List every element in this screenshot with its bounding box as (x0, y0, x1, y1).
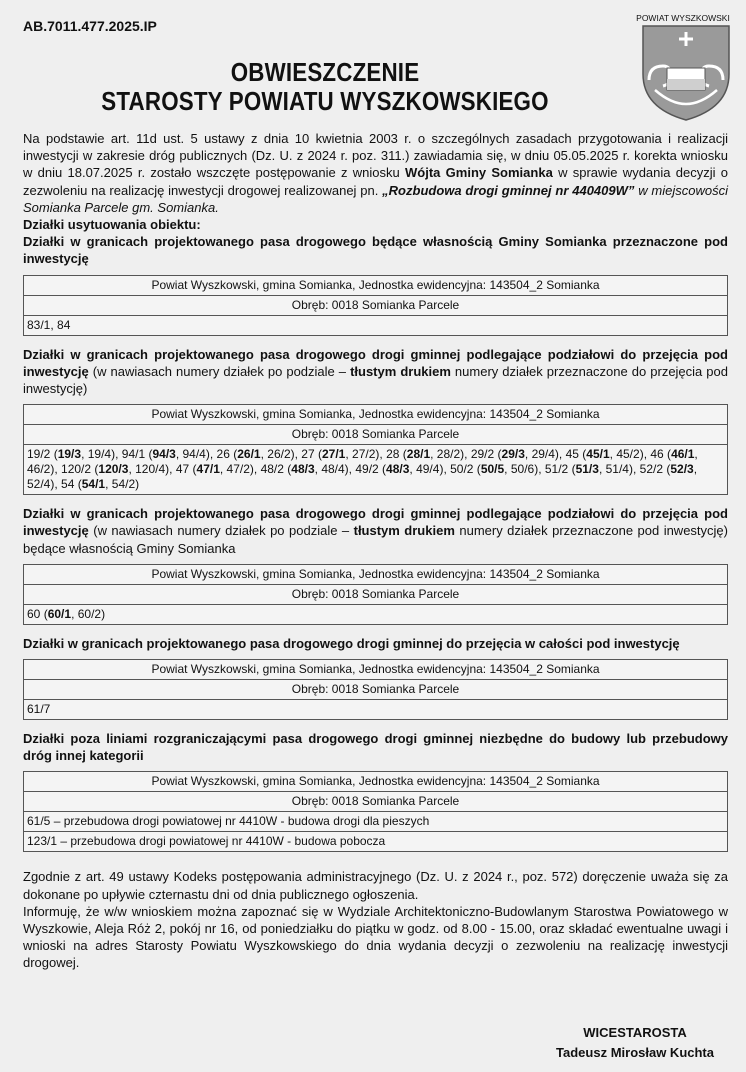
plot-selected: 47/1 (196, 462, 220, 477)
plot-selected: 28/1 (406, 447, 431, 462)
section1-heading: Działki w granicach projektowanego pasa drogowego będące własnością Gminy Somianka przeznaczone pod inwestycję (23, 234, 728, 267)
closing-paragraph-1: Zgodnie z art. 49 ustawy Kodeks postępowania administracyjnego (Dz. U. z 2024 r., poz. 572) doręczenie uważa się za dokonane po upływie czternastu dni od dnia publicznego ogłoszenia. (23, 869, 728, 902)
plot-other: 50/6 (510, 462, 535, 477)
title-line-2: STAROSTY POWIATU WYSZKOWSKIEGO (101, 86, 549, 116)
table-row: 61/5 – przebudowa drogi powiatowej nr 4410W - budowa drogi dla pieszych (24, 812, 728, 832)
plot-base: 60 (27, 606, 41, 621)
plot-other: 48/4 (321, 462, 345, 477)
plot-base: 45 (565, 447, 579, 462)
reference-number: AB.7011.477.2025.IP (23, 18, 157, 34)
project-location: w miejscowości Somianka Parcele gm. Somianka. (23, 182, 728, 215)
heading-text: (w nawiasach numery działek po podziale – (88, 523, 354, 539)
plot-selected: 120/3 (98, 462, 129, 477)
plot-entry: 49/2 (48/3, 49/4) (355, 462, 444, 477)
section3-table (23, 564, 728, 625)
plot-selected: 19/3 (57, 447, 82, 462)
plot-entry: 51/2 (51/3, 51/4) (544, 462, 633, 477)
plot-selected: 45/1 (586, 447, 610, 462)
plot-entry: 26 (26/1, 26/2) (216, 447, 295, 462)
section2-heading (23, 346, 728, 398)
plot-selected: 94/3 (152, 447, 176, 462)
plots-heading: Działki usytuowania obiektu: (23, 217, 201, 233)
table-subheader: Obręb: 0018 Somianka Parcele (24, 792, 728, 812)
section1-table (23, 275, 728, 336)
plot-other: 45/2 (616, 447, 640, 462)
intro-text: Na podstawie art. 11d ust. 5 ustawy z dnia 10 kwietnia 2003 r. o szczególnych zasadach przygotowania i realizacji inwestycji w zakresie dróg publicznych (Dz. U. z 2024 r. poz. 311.) zawiadamia się, w dniu 05.05.2025 r. korekta wniosku w dniu 18.07.2025 r. zostało wszczęte postępowanie z wniosku (23, 131, 728, 181)
plot-base: 49/2 (355, 462, 379, 477)
plot-entry: 120/2 (120/3, 120/4) (61, 462, 170, 477)
coat-of-arms-icon (641, 24, 731, 122)
section3-heading (23, 505, 728, 557)
plot-other: 49/4 (416, 462, 440, 477)
heading-text-2: numery działek przeznaczone do przejęcia pod inwestycję) (23, 363, 728, 397)
plot-entry: 28 (28/1, 28/2) (386, 447, 465, 462)
closing-paragraph-2: Informuję, że w/w wnioskiem można zapoznać się w Wydziale Architektoniczno-Budowlanym Starostwa Powiatowego w Wyszkowie, Aleja Róż 2, pokój nr 16, od poniedziałku do piątku w godz. od 8.00 - 15.00, oraz składać ewentualne uwagi i wnioski na adres Starosty Powiatu Wyszkowskiego do dnia wydania decyzji o zezwoleniu na realizację inwestycji drogowej. (23, 903, 728, 971)
plot-base: 51/2 (544, 462, 569, 477)
plot-entry: 50/2 (50/5, 50/6) (450, 462, 539, 477)
heading-text: (w nawiasach numery działek po podziale – (88, 363, 351, 379)
plot-base: 54 (61, 477, 75, 492)
table-row: 19/2 (19/3, 19/4), 94/1 (94/3, 94/4), 26 (26/1, 26/2), 27 (27/1, 27/2), 28 (28/1, 28/2), 29/2 (29/3, 29/4), 45 (45/1, 45/2), 46 (46/1, 46/2), 120/2 (120/3, 120/4), 47 (47/1, 47/2), 48/2 (48/3, 48/4), 49/2 (48/3, 49/4), 50/2 (50/5, 50/6), 51/2 (51/3, 51/4), 52/2 (52/3, 52/4), 54 (54/1, 54/2) (24, 445, 728, 495)
plot-other: 94/4 (182, 447, 206, 462)
intro-text-2: w sprawie wydania decyzji o zezwoleniu na realizację inwestycji drogowej realizowanej pn. (23, 165, 728, 198)
plot-other: 120/4 (135, 462, 166, 477)
section5-heading: Działki poza liniami rozgraniczającymi pasa drogowego drogi gminnej niezbędne do budowy lub przebudowy dróg innej kategorii (23, 731, 728, 764)
heading-bold: Działki w granicach projektowanego pasa drogowego drogi gminnej podlegające podziałowi do przejęcia pod inwestycję (23, 506, 728, 539)
plot-selected: 52/3 (670, 462, 694, 477)
plot-selected: 29/3 (501, 447, 525, 462)
plot-base: 26 (216, 447, 230, 462)
plot-selected: 48/3 (386, 462, 410, 477)
project-name: „Rozbudowa drogi gminnej nr 440409W” (382, 182, 635, 198)
section2-table (23, 404, 728, 495)
plot-selected: 60/1 (47, 606, 72, 621)
heading-bold: Działki w granicach projektowanego pasa drogowego drogi gminnej podlegające podziałowi do przejęcia pod inwestycję (23, 346, 728, 379)
plot-selected: 26/1 (237, 447, 261, 462)
plot-entry: 52/2 (52/3, 52/4) (27, 462, 698, 492)
heading-bold-2: tłustym drukiem (353, 523, 455, 539)
heading-text-2: numery działek przeznaczone pod inwestycję) będące własnością Gminy Somianka (23, 523, 728, 556)
intro-paragraph (23, 130, 728, 216)
plot-selected: 51/3 (575, 462, 599, 477)
title-line-1: OBWIESZCZENIE (230, 57, 420, 87)
signature-name: Tadeusz Mirosław Kuchta (556, 1045, 714, 1060)
section4-table (23, 659, 728, 720)
plot-base: 19/2 (27, 447, 51, 462)
page-title (97, 58, 553, 116)
plot-other: 29/4 (531, 447, 555, 462)
table-header: Powiat Wyszkowski, gmina Somianka, Jednostka ewidencyjna: 143504_2 Somianka (24, 772, 728, 792)
plot-base: 94/1 (121, 447, 146, 462)
plot-other: 51/4 (605, 462, 629, 477)
plot-other: 60/2 (77, 606, 102, 621)
plot-other: 52/4 (27, 477, 51, 492)
plot-other: 54/2 (111, 477, 136, 492)
plot-selected: 50/5 (480, 462, 505, 477)
plot-entry: 94/1 (94/3, 94/4) (121, 447, 210, 462)
plot-other: 47/2 (226, 462, 250, 477)
plot-entry: 19/2 (19/3, 19/4) (27, 447, 116, 462)
section4-heading: Działki w granicach projektowanego pasa drogowego drogi gminnej do przejęcia w całości pod inwestycję (23, 635, 680, 651)
plot-base: 28 (386, 447, 400, 462)
heading-bold-2: tłustym drukiem (350, 363, 451, 379)
table-subheader: Obręb: 0018 Somianka Parcele (24, 584, 728, 604)
plot-selected: 54/1 (81, 477, 106, 492)
table-subheader: Obręb: 0018 Somianka Parcele (24, 425, 728, 445)
plot-other: 27/2 (352, 447, 376, 462)
plot-entry: 45 (45/1, 45/2) (565, 447, 644, 462)
applicant: Wójta Gminy Somianka (405, 165, 553, 181)
table-header: Powiat Wyszkowski, gmina Somianka, Jednostka ewidencyjna: 143504_2 Somianka (24, 564, 728, 584)
table-row: 60 (60/1, 60/2) (24, 604, 728, 624)
plot-base: 46 (650, 447, 664, 462)
plot-base: 120/2 (61, 462, 92, 477)
plot-selected: 48/3 (291, 462, 315, 477)
plot-entry: 54 (54/1, 54/2) (61, 477, 140, 492)
plot-entry: 46 (46/1, 46/2) (27, 447, 698, 477)
plot-entry: 47 (47/1, 47/2) (175, 462, 254, 477)
table-header: Powiat Wyszkowski, gmina Somianka, Jednostka ewidencyjna: 143504_2 Somianka (24, 660, 728, 680)
plot-other: 28/2 (436, 447, 461, 462)
plot-selected: 46/1 (671, 447, 695, 462)
plot-base: 50/2 (450, 462, 474, 477)
plot-other: 26/2 (267, 447, 291, 462)
plot-base: 29/2 (470, 447, 495, 462)
plot-base: 47 (175, 462, 190, 477)
plot-entry: 29/2 (29/3, 29/4) (470, 447, 559, 462)
section5-table (23, 771, 728, 852)
table-row: 61/7 (24, 700, 728, 720)
plot-other: 46/2 (27, 462, 51, 477)
notice-content (23, 130, 728, 972)
plot-entry: 48/2 (48/3, 48/4) (260, 462, 349, 477)
coat-of-arms-label: POWIAT WYSZKOWSKI (636, 13, 730, 23)
table-subheader: Obręb: 0018 Somianka Parcele (24, 295, 728, 315)
table-header: Powiat Wyszkowski, gmina Somianka, Jednostka ewidencyjna: 143504_2 Somianka (24, 405, 728, 425)
plot-base: 52/2 (639, 462, 663, 477)
table-row: 123/1 – przebudowa drogi powiatowej nr 4410W - budowa pobocza (24, 832, 728, 852)
plot-base: 48/2 (260, 462, 284, 477)
table-subheader: Obręb: 0018 Somianka Parcele (24, 680, 728, 700)
signature-role: WICESTAROSTA (583, 1025, 687, 1040)
table-header: Powiat Wyszkowski, gmina Somianka, Jednostka ewidencyjna: 143504_2 Somianka (24, 275, 728, 295)
plot-base: 27 (301, 447, 315, 462)
table-row: 83/1, 84 (24, 315, 728, 335)
signature-block (556, 1023, 714, 1063)
plot-other: 19/4 (87, 447, 112, 462)
plot-selected: 27/1 (322, 447, 346, 462)
plot-entry: 27 (27/1, 27/2) (301, 447, 380, 462)
